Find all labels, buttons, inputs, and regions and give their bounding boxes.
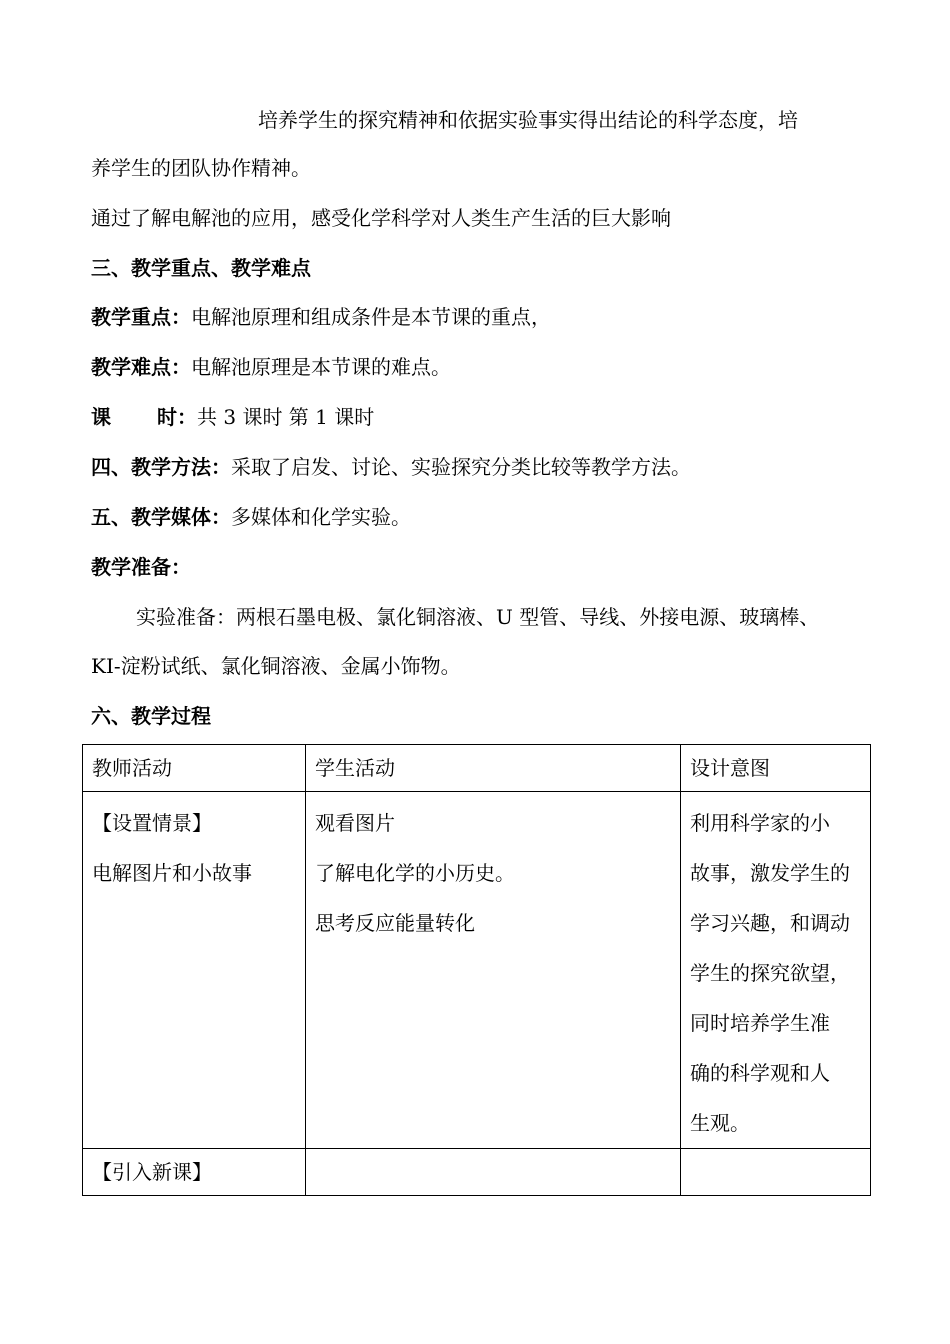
table-row [83, 1149, 871, 1196]
prep-line-1: 实验准备：两根石墨电极、氯化铜溶液、U 型管、导线、外接电源、玻璃棒、 [136, 605, 820, 629]
section-6-heading: 六、教学过程 [91, 704, 211, 728]
header-design-intent: 设计意图 [681, 745, 871, 792]
intro-line-1: 培养学生的探究精神和依据实验事实得出结论的科学态度，培 [258, 108, 798, 132]
header-teacher-activity: 教师活动 [83, 745, 306, 792]
table-row [83, 792, 871, 1149]
student-activity-cell [306, 792, 681, 1149]
header-student-activity: 学生活动 [306, 745, 681, 792]
prep-heading: 教学准备： [91, 555, 191, 579]
section-3-heading: 三、教学重点、教学难点 [91, 256, 311, 280]
cell-line: 思考反应能量转化 [315, 911, 475, 935]
cell-line: 同时培养学生准 [690, 1011, 830, 1035]
class-hours-label-a: 课 [91, 405, 111, 429]
section-4-text: 采取了启发、讨论、实验探究分类比较等教学方法。 [231, 455, 691, 479]
cell-line: 电解图片和小故事 [92, 861, 252, 885]
design-intent-cell [681, 1149, 871, 1196]
cell-line: 观看图片 [315, 811, 395, 835]
key-point-text: 电解池原理和组成条件是本节课的重点， [191, 305, 551, 329]
design-intent-cell [681, 792, 871, 1149]
cell-line: 【设置情景】 [92, 811, 212, 835]
cell-line: 生观。 [690, 1111, 750, 1135]
cell-line: 故事，激发学生的 [690, 861, 850, 885]
class-hours-label-b: 时： [157, 405, 197, 429]
difficulty-label: 教学难点： [91, 355, 191, 379]
section-4-paragraph [91, 452, 691, 482]
teacher-activity-cell: 【引入新课】 [83, 1149, 306, 1196]
class-hours-paragraph [91, 402, 374, 432]
prep-line-2: KI-淀粉试纸、氯化铜溶液、金属小饰物。 [91, 654, 461, 678]
table-header-row [83, 745, 871, 792]
cell-line: 确的科学观和人 [690, 1061, 830, 1085]
teaching-process-table [82, 744, 871, 1196]
class-hours-text: 共 3 课时 第 1 课时 [197, 405, 375, 429]
section-5-paragraph [91, 502, 411, 532]
intro-line-2: 养学生的团队协作精神。 [91, 156, 311, 180]
student-activity-cell [306, 1149, 681, 1196]
section-4-label: 四、教学方法： [91, 455, 231, 479]
key-point-label: 教学重点： [91, 305, 191, 329]
teacher-activity-cell [83, 792, 306, 1149]
intro-line-3: 通过了解电解池的应用，感受化学科学对人类生产生活的巨大影响 [91, 206, 671, 230]
difficulty-paragraph [91, 352, 451, 382]
difficulty-text: 电解池原理是本节课的难点。 [191, 355, 451, 379]
cell-line: 学生的探究欲望， [690, 961, 850, 985]
cell-line: 利用科学家的小 [690, 811, 830, 835]
section-5-text: 多媒体和化学实验。 [231, 505, 411, 529]
section-5-label: 五、教学媒体： [91, 505, 231, 529]
cell-line: 了解电化学的小历史。 [315, 861, 515, 885]
key-point-paragraph [91, 302, 551, 332]
cell-line: 学习兴趣，和调动 [690, 911, 850, 935]
